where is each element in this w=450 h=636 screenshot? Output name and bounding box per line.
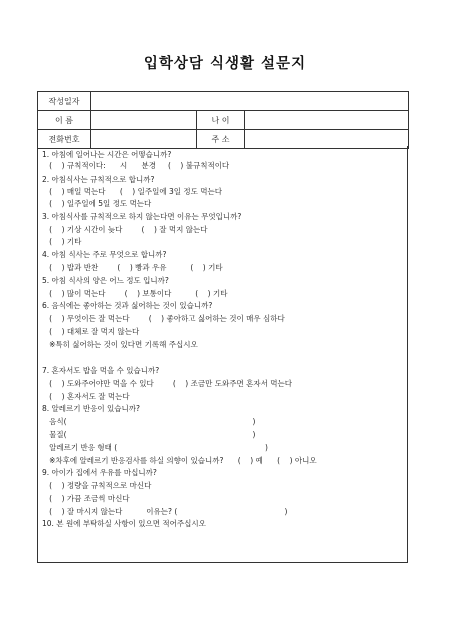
q7-question: 7. 혼자서도 밥을 먹을 수 있습니까? — [42, 366, 160, 375]
q7-options-1[interactable]: ( ) 도와주어야만 먹을 수 있다 ( ) 조금만 도와주면 혼자서 먹는다 — [42, 379, 292, 388]
q2-options-1[interactable]: ( ) 매일 먹는다 ( ) 일주일에 3일 정도 먹는다 — [42, 187, 222, 196]
q6-options-2[interactable]: ( ) 대체로 잘 먹지 않는다 — [42, 327, 140, 336]
q8-question: 8. 알레르기 반응이 있습니까? — [42, 404, 140, 413]
q6-question: 6. 음식에는 좋아하는 것과 싫어하는 것이 있습니까? — [42, 301, 213, 310]
name-field[interactable] — [91, 111, 197, 130]
q6-options-1[interactable]: ( ) 무엇이든 잘 먹는다 ( ) 좋아하고 싫어하는 것이 매우 심하다 — [42, 314, 285, 323]
date-field[interactable] — [91, 92, 409, 111]
q5-question: 5. 아침 식사의 양은 어느 정도 입니까? — [42, 276, 169, 285]
q1-question: 1. 아침에 일어나는 시간은 어떻습니까? — [42, 150, 172, 159]
address-label: 주 소 — [197, 130, 245, 149]
info-row-name — [38, 111, 409, 130]
questionnaire-body — [37, 146, 408, 563]
info-table — [37, 91, 409, 149]
q3-options-1[interactable]: ( ) 기상 시간이 늦다 ( ) 잘 먹지 않는다 — [42, 225, 208, 234]
q9-options-2[interactable]: ( ) 가끔 조금씩 마신다 — [42, 494, 130, 503]
name-label: 이 름 — [38, 111, 91, 130]
q3-options-2[interactable]: ( ) 기타 — [42, 237, 82, 246]
q3-question: 3. 아침식사를 규칙적으로 하지 않는다면 이유는 무엇입니까? — [42, 212, 242, 221]
q7-options-2[interactable]: ( ) 혼자서도 잘 먹는다 — [42, 392, 130, 401]
q4-options[interactable]: ( ) 밥과 반찬 ( ) 빵과 우유 ( ) 기타 — [42, 263, 223, 272]
q8-substance-field[interactable]: 물질( ) — [42, 430, 256, 439]
q1-options[interactable]: ( ) 규칙적이다: 시 분경 ( ) 불규칙적이다 — [42, 161, 230, 170]
phone-label: 전화번호 — [38, 130, 91, 149]
date-label: 작성일자 — [38, 92, 91, 111]
q2-options-2[interactable]: ( ) 일주일에 5일 정도 먹는다 — [42, 199, 152, 208]
q9-question: 9. 아이가 집에서 우유를 마십니까? — [42, 468, 157, 477]
q9-options-1[interactable]: ( ) 정량을 규칙적으로 마신다 — [42, 481, 152, 490]
q8-reaction-field[interactable]: 알레르기 반응 형태 ( ) — [42, 443, 268, 452]
q10-question: 10. 본 원에 부탁하실 사항이 있으면 적어주십시오 — [42, 519, 206, 528]
q4-question: 4. 아침 식사는 주로 무엇으로 합니까? — [42, 250, 167, 259]
info-row-date — [38, 92, 409, 111]
q2-question: 2. 아침식사는 규칙적으로 합니까? — [42, 175, 155, 184]
q5-options[interactable]: ( ) 많이 먹는다 ( ) 보통이다 ( ) 기타 — [42, 289, 228, 298]
age-field[interactable] — [245, 111, 409, 130]
q9-options-3[interactable]: ( ) 잘 마시지 않는다 이유는? ( ) — [42, 507, 288, 516]
document-title: 입학상담 식생활 설문지 — [143, 55, 307, 72]
q6-note: ※특히 싫어하는 것이 있다면 기록해 주십시오 — [42, 340, 198, 349]
q8-food-field[interactable]: 음식( ) — [42, 417, 256, 426]
q8-test-options[interactable]: ※차후에 알레르기 반응검사를 하실 의향이 있습니까? ( ) 예 ( ) 아니오 — [42, 456, 317, 465]
age-label: 나 이 — [197, 111, 245, 130]
